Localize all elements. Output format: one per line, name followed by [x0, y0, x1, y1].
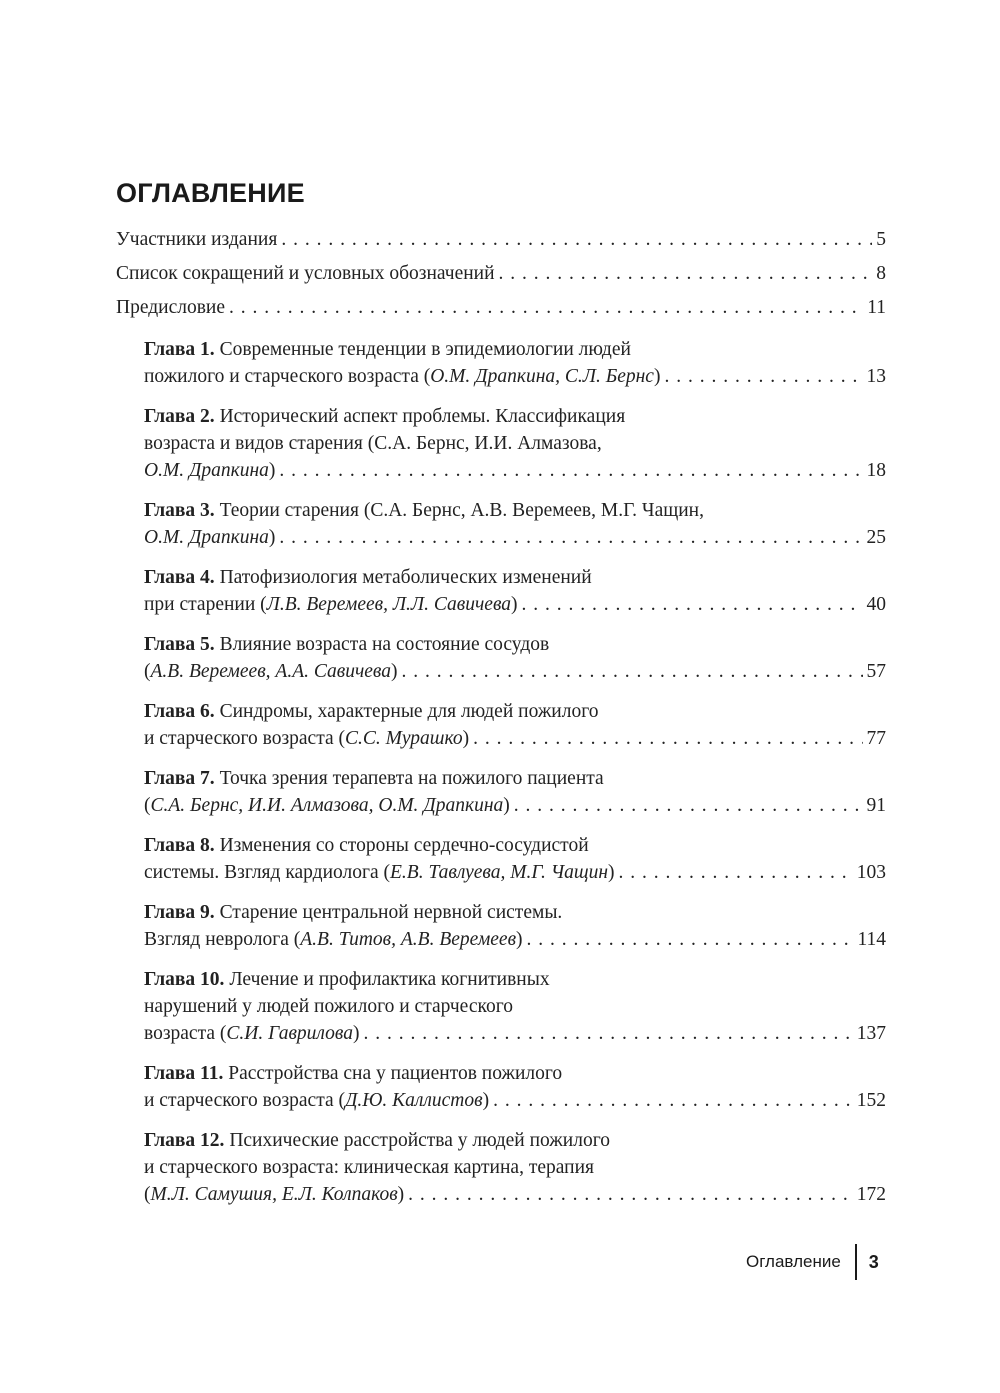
- chapter-last-suffix: ): [503, 795, 510, 816]
- chapter-title-line: [144, 966, 886, 993]
- chapter-title-line: [144, 765, 886, 792]
- chapter-authors: О.М. Драпкина, С.Л. Бернс: [430, 366, 654, 387]
- chapter-last-line: [144, 591, 886, 618]
- chapter-page: 40: [866, 594, 886, 615]
- chapter-entry[interactable]: [144, 564, 886, 618]
- toc-entry-label: Список сокращений и условных обозначений: [116, 263, 495, 284]
- chapter-last-text: [144, 658, 398, 685]
- chapter-authors: М.Л. Самушия, Е.Л. Колпаков: [150, 1184, 398, 1205]
- chapter-last-suffix: ): [268, 527, 276, 548]
- chapter-last-prefix: и старческого возраста (: [144, 1090, 345, 1111]
- chapter-number: Глава 3.: [144, 500, 215, 521]
- toc-entry-page: 5: [876, 229, 886, 250]
- chapter-last-prefix: Взгляд невролога (: [144, 929, 301, 950]
- chapter-authors: А.В. Титов, А.В. Веремеев: [300, 929, 517, 950]
- chapter-entry[interactable]: [144, 1127, 886, 1208]
- chapter-page: 172: [856, 1184, 886, 1205]
- chapter-page: 13: [866, 366, 886, 387]
- chapter-authors: Л.В. Веремеев, Л.Л. Савичева: [266, 594, 512, 615]
- chapter-last-text: [144, 725, 469, 752]
- chapter-number: Глава 1.: [144, 339, 215, 360]
- chapter-last-prefix: (: [144, 795, 151, 816]
- chapter-last-line: [144, 658, 886, 685]
- chapter-title-text: Патофизиология метаболических изменений: [219, 567, 592, 588]
- chapter-title-line: [144, 993, 886, 1020]
- chapter-last-text: [144, 524, 275, 551]
- chapter-number: Глава 11.: [144, 1063, 224, 1084]
- chapter-last-text: [144, 1087, 489, 1114]
- chapter-title-text: нарушений у людей пожилого и старческого: [144, 996, 513, 1017]
- chapter-title-text: Изменения со стороны сердечно-сосудистой: [219, 835, 589, 856]
- dot-leader: [229, 294, 863, 321]
- chapter-title-text: Современные тенденции в эпидемиологии людей: [219, 339, 631, 360]
- dot-leader: [402, 658, 863, 685]
- dot-leader: [493, 1087, 853, 1114]
- chapter-page: 91: [866, 795, 886, 816]
- toc-entry-page: 8: [876, 263, 886, 284]
- chapter-entry[interactable]: [144, 698, 886, 752]
- chapter-last-prefix: возраста (: [144, 1023, 227, 1044]
- chapter-last-suffix: ): [397, 1184, 405, 1205]
- chapter-title-line: [144, 832, 886, 859]
- toc-entry-page: 11: [867, 297, 886, 318]
- chapter-last-line: [144, 859, 886, 886]
- dot-leader: [664, 363, 862, 390]
- footer-divider: [855, 1244, 857, 1280]
- chapter-title-text: и старческого возраста: клиническая картина, терапия: [144, 1157, 594, 1178]
- chapter-last-line: [144, 1087, 886, 1114]
- chapter-entry[interactable]: [144, 631, 886, 685]
- chapter-last-line: [144, 1181, 886, 1208]
- chapter-title-line: [144, 336, 886, 363]
- chapter-title-line: [144, 430, 886, 457]
- dot-leader: [473, 725, 862, 752]
- chapter-last-suffix: ): [653, 366, 661, 387]
- chapter-authors: С.С. Мурашко: [345, 728, 463, 749]
- chapter-last-line: [144, 926, 886, 953]
- dot-leader: [281, 226, 872, 253]
- chapter-title-line: [144, 631, 886, 658]
- chapter-entry[interactable]: [144, 497, 886, 551]
- chapter-last-line: [144, 1020, 886, 1047]
- chapter-last-suffix: ): [462, 728, 470, 749]
- toc-entry-label: Предисловие: [116, 297, 226, 318]
- dot-leader: [499, 260, 873, 287]
- dot-leader: [279, 524, 862, 551]
- chapter-title-text: Старение центральной нервной системы.: [219, 902, 563, 923]
- chapter-title-line: [144, 1154, 886, 1181]
- chapter-title-line: [144, 698, 886, 725]
- toc-entry[interactable]: [116, 226, 886, 260]
- chapter-entry[interactable]: [144, 336, 886, 390]
- table-of-contents: [116, 226, 886, 1221]
- toc-entry[interactable]: [116, 294, 886, 328]
- chapter-page: 57: [866, 661, 886, 682]
- chapter-title-text: возраста и видов старения (С.А. Бернс, И.И. Алмазова,: [144, 433, 602, 454]
- chapter-last-line: [144, 792, 886, 819]
- chapter-last-suffix: ): [482, 1090, 490, 1111]
- chapter-last-text: [144, 591, 518, 618]
- chapter-last-text: [144, 457, 275, 484]
- dot-leader: [514, 792, 863, 819]
- dot-leader: [619, 859, 853, 886]
- page-footer: [746, 1244, 879, 1280]
- chapter-list: [116, 336, 886, 1208]
- chapter-last-line: [144, 457, 886, 484]
- chapter-page: 25: [866, 527, 886, 548]
- chapter-entry[interactable]: [144, 403, 886, 484]
- chapter-last-prefix: (: [144, 661, 151, 682]
- chapter-title-line: [144, 403, 886, 430]
- chapter-title-text: Влияние возраста на состояние сосудов: [219, 634, 550, 655]
- chapter-last-prefix: пожилого и старческого возраста (: [144, 366, 431, 387]
- chapter-title-text: Расстройства сна у пациентов пожилого: [228, 1063, 563, 1084]
- chapter-number: Глава 6.: [144, 701, 215, 722]
- chapter-page: 77: [866, 728, 886, 749]
- chapter-number: Глава 8.: [144, 835, 215, 856]
- chapter-title-line: [144, 564, 886, 591]
- chapter-title-text: Синдромы, характерные для людей пожилого: [219, 701, 599, 722]
- chapter-authors: Е.В. Тавлуева, М.Г. Чащин: [390, 862, 609, 883]
- chapter-last-prefix: и старческого возраста (: [144, 728, 345, 749]
- chapter-number: Глава 2.: [144, 406, 215, 427]
- chapter-last-suffix: ): [352, 1023, 360, 1044]
- dot-leader: [522, 591, 863, 618]
- chapter-number: Глава 7.: [144, 768, 215, 789]
- chapter-page: 114: [857, 929, 886, 950]
- page-title: ОГЛАВЛЕНИЕ: [116, 178, 305, 208]
- chapter-last-line: [144, 725, 886, 752]
- chapter-last-prefix: при старении (: [144, 594, 267, 615]
- chapter-number: Глава 5.: [144, 634, 215, 655]
- chapter-page: 18: [866, 460, 886, 481]
- chapter-last-text: [144, 1020, 359, 1047]
- chapter-last-text: [144, 1181, 404, 1208]
- footer-section-title: Оглавление: [746, 1252, 841, 1271]
- chapter-title-text: Психические расстройства у людей пожилого: [229, 1130, 610, 1151]
- chapter-page: 152: [856, 1090, 886, 1111]
- chapter-entry[interactable]: [144, 1060, 886, 1114]
- chapter-authors: С.И. Гаврилова: [226, 1023, 353, 1044]
- chapter-last-text: [144, 363, 660, 390]
- chapter-last-text: [144, 859, 615, 886]
- chapter-title-line: [144, 899, 886, 926]
- chapter-number: Глава 10.: [144, 969, 225, 990]
- chapter-last-prefix: системы. Взгляд кардиолога (: [144, 862, 391, 883]
- chapter-authors: О.М. Драпкина: [144, 460, 269, 481]
- chapter-entry[interactable]: [144, 832, 886, 886]
- chapter-authors: С.А. Бернс, И.И. Алмазова, О.М. Драпкина: [150, 795, 504, 816]
- chapter-last-suffix: ): [608, 862, 615, 883]
- chapter-authors: А.В. Веремеев, А.А. Савичева: [150, 661, 391, 682]
- chapter-entry[interactable]: [144, 765, 886, 819]
- dot-leader: [363, 1020, 852, 1047]
- chapter-last-suffix: ): [516, 929, 523, 950]
- chapter-last-line: [144, 363, 886, 390]
- chapter-title-text: Лечение и профилактика когнитивных: [229, 969, 550, 990]
- chapter-title-line: [144, 497, 886, 524]
- chapter-title-line: [144, 1127, 886, 1154]
- chapter-last-suffix: ): [511, 594, 518, 615]
- chapter-last-text: [144, 926, 523, 953]
- chapter-page: 103: [856, 862, 886, 883]
- page-number: 3: [868, 1251, 879, 1272]
- chapter-number: Глава 9.: [144, 902, 215, 923]
- chapter-authors: Д.Ю. Каллистов: [345, 1090, 483, 1111]
- chapter-entry[interactable]: [144, 899, 886, 953]
- chapter-last-text: [144, 792, 510, 819]
- chapter-number: Глава 4.: [144, 567, 215, 588]
- chapter-title-text: Точка зрения терапевта на пожилого пациента: [219, 768, 604, 789]
- dot-leader: [279, 457, 862, 484]
- toc-entry-label: Участники издания: [116, 229, 278, 250]
- chapter-page: 137: [856, 1023, 886, 1044]
- front-matter-list: [116, 226, 886, 328]
- chapter-entry[interactable]: [144, 966, 886, 1047]
- dot-leader: [408, 1181, 853, 1208]
- toc-entry[interactable]: [116, 260, 886, 294]
- dot-leader: [527, 926, 854, 953]
- chapter-title-text: Теории старения (С.А. Бернс, А.В. Веремеев, М.Г. Чащин,: [219, 500, 704, 521]
- chapter-number: Глава 12.: [144, 1130, 225, 1151]
- chapter-authors: О.М. Драпкина: [144, 527, 269, 548]
- chapter-last-suffix: ): [391, 661, 398, 682]
- chapter-last-suffix: ): [268, 460, 276, 481]
- chapter-last-line: [144, 524, 886, 551]
- chapter-title-text: Исторический аспект проблемы. Классификация: [219, 406, 626, 427]
- chapter-title-line: [144, 1060, 886, 1087]
- chapter-last-prefix: (: [144, 1184, 151, 1205]
